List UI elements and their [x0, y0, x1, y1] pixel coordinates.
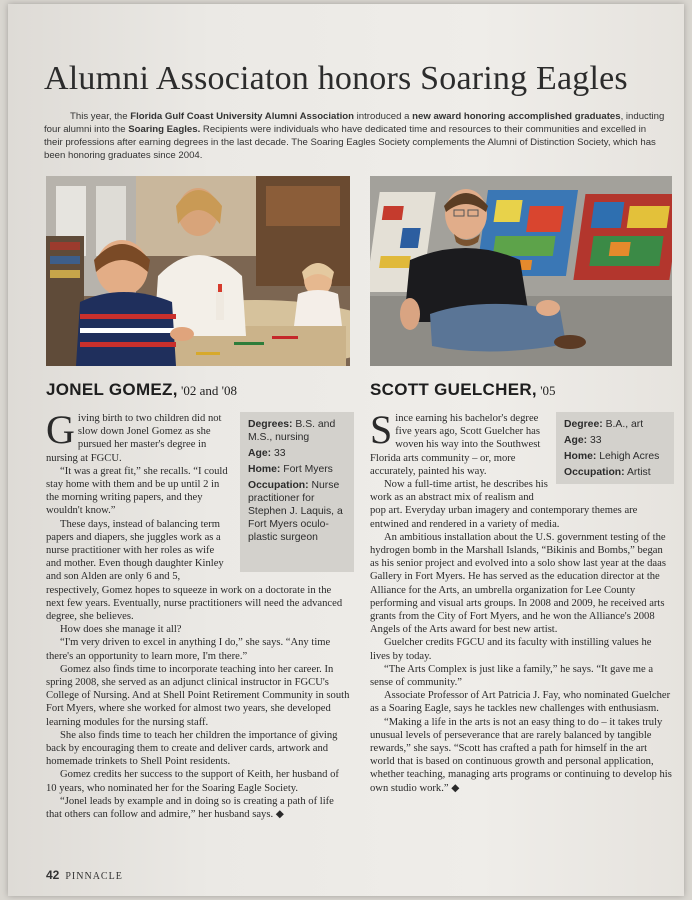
profile-years-gomez: '02 and '08: [177, 383, 237, 398]
paragraph: “Jonel leads by example and in doing so is creating a path of life that others can follow and admire,” her husband says. ◆: [46, 795, 334, 821]
paragraph: Guelcher credits FGCU and its faculty with instilling values he lives by today.: [370, 637, 652, 662]
info-home-value: Fort Myers: [280, 464, 333, 475]
info-degree-value: B.A., art: [602, 419, 644, 430]
intro-text-4: Recipients were individuals who have dedicated time and resources to their communities and excelled in their professions after earning degrees in the last decade. The Soaring Eagles Society complements the Alumni of Distinction Society, which has been honoring graduates since 2004.: [44, 124, 656, 161]
info-home-label: Home:: [564, 451, 597, 462]
article-column-gomez: [46, 407, 352, 821]
paragraph: Gomez also finds time to incorporate teaching into her career. In spring 2008, she served as an adjunct clinical instructor in FGCU's College of Nursing. And at Shell Point Retirement Community in south Fort Myers, where she worked for almost two years, she developed learning modules for the nursing staff.: [46, 663, 350, 728]
info-home: [248, 463, 346, 476]
info-occupation: [248, 479, 346, 544]
profile-heading-guelcher: [370, 380, 556, 400]
paragraph: Gomez credits her success to the support of Keith, her husband of 10 years, who nominated her for the Soaring Eagle Society.: [46, 769, 339, 794]
info-degree-label: Degree:: [564, 419, 603, 430]
info-age-value: 33: [587, 435, 602, 446]
info-degrees-label: Degrees:: [248, 419, 293, 430]
paragraph: “The Arts Complex is just like a family,” he says. “It gave me a sense of community.”: [370, 663, 654, 689]
paragraph: These days, instead of balancing term papers and diapers, she juggles work as a nurse practitioner with her roles as wife and mother. Even though daughter Kinley and son Alden are only 6 and 5, respectively, Gomez hopes to squeeze in work on a doctorate in the next few years. Eventually, nurse practitioners will need the advanced degree, she believes.: [46, 518, 343, 623]
info-box-gomez: [240, 412, 354, 572]
info-age: [248, 447, 346, 460]
info-age-label: Age:: [248, 448, 272, 459]
info-degrees-value: B.S. and M.S., nursing: [248, 419, 336, 443]
paragraph: “Making a life in the arts is not an easy thing to do – it takes truly unusual levels of perseverance that are rarely balanced by tangible rewards,” she says. “Scott has crafted a path for himself in the art world that is based on continuous growth and personal application, whether teaching, managing arts programs or continuing to develop his own studio work.” ◆: [370, 716, 672, 794]
photo-guelcher-artist: [370, 176, 672, 366]
magazine-page: [8, 4, 684, 896]
article-title: Alumni Associaton honors Soaring Eagles: [44, 60, 628, 97]
intro-bold-association: Florida Gulf Coast University Alumni Association: [130, 111, 354, 122]
paragraph-text: ince earning his bachelor's degree five years ago, Scott Guelcher has woven his way into the Southwest Florida arts community – or, more accurately, painted his way.: [370, 413, 541, 477]
intro-bold-soaring-eagles: Soaring Eagles.: [128, 124, 201, 135]
profile-name-gomez: JONEL GOMEZ,: [46, 380, 178, 399]
info-occupation-label: Occupation:: [248, 480, 309, 491]
info-degrees: [248, 418, 346, 444]
photo-guelcher-artist-image: [370, 176, 672, 366]
profile-heading-gomez: [46, 380, 237, 400]
profile-years-guelcher: '05: [536, 383, 556, 398]
paragraph: She also finds time to teach her children the importance of giving back by encouraging them to create and deliver cards, artwork and homemade trinkets to Shell Point residents.: [46, 729, 338, 768]
info-occupation-value: Artist: [624, 467, 651, 478]
paragraph: “It was a great fit,” she recalls. “I could stay home with them and be up until 2 in the morning writing papers, and they wouldn't know.”: [46, 465, 228, 517]
info-age-label: Age:: [564, 435, 588, 446]
article-intro: [44, 110, 666, 162]
info-home-value: Lehigh Acres: [596, 451, 660, 462]
info-age: [564, 434, 666, 447]
info-age-value: 33: [271, 448, 286, 459]
intro-text-1: This year, the: [70, 111, 131, 122]
drop-cap: S: [370, 407, 393, 452]
article-column-guelcher: [370, 407, 672, 795]
paragraph-text: iving birth to two children did not slow down Jonel Gomez as she pursued her master's degree in nursing at FGCU.: [46, 413, 222, 464]
paragraph: Associate Professor of Art Patricia J. Fay, who nominated Guelcher as a Soaring Eagle, says he tackles new challenges with enthusiasm.: [370, 690, 671, 715]
info-box-guelcher: [556, 412, 674, 484]
paragraph: “I'm very driven to excel in anything I do,” she says. “Any time there's an opportunity to learn more, I'm there.”: [46, 637, 331, 662]
page-number: 42: [46, 868, 60, 882]
intro-bold-award: new award honoring accomplished graduates: [412, 111, 621, 122]
profile-name-guelcher: SCOTT GUELCHER,: [370, 380, 537, 399]
intro-text-2: introduced a: [353, 111, 413, 122]
intro-text-3: , inducting four alumni into the: [44, 111, 665, 135]
info-home-label: Home:: [248, 464, 281, 475]
info-occupation: [564, 466, 666, 479]
magazine-name: PINNACLE: [65, 871, 123, 882]
photo-gomez-family: [46, 176, 350, 366]
paragraph: How does she manage it all?: [60, 624, 182, 636]
paragraph: Now a full-time artist, he describes his work as an abstract mix of realism and pop art. Everyday urban imagery and contemporary themes are entwined and rendered in a variety of media.: [370, 479, 638, 530]
info-occupation-value: Nurse practitioner for Stephen J. Laquis, a Fort Myers oculo-plastic surgeon: [248, 480, 343, 543]
paragraph: An ambitious installation about the U.S. government testing of the hydrogen bomb in the Marshall Islands, “Bikinis and Bombs,” began as his senior project and evolved into a solo show last year at the daas Gallery in Fort Myers. He has served as the education director at the Alliance for the Arts, an umbrella organization for Lee County performing and visual arts groups. In 2008 and 2009, he received arts grants from the City of Fort Myers, and he won the Alliance's 2008 Angels of the Arts award for best new artist.: [370, 531, 666, 636]
info-occupation-label: Occupation:: [564, 467, 625, 478]
drop-cap: G: [46, 407, 75, 452]
photo-gomez-family-image: [46, 176, 350, 366]
page-footer: [46, 866, 123, 884]
info-home: [564, 450, 666, 463]
info-degree: [564, 418, 666, 431]
